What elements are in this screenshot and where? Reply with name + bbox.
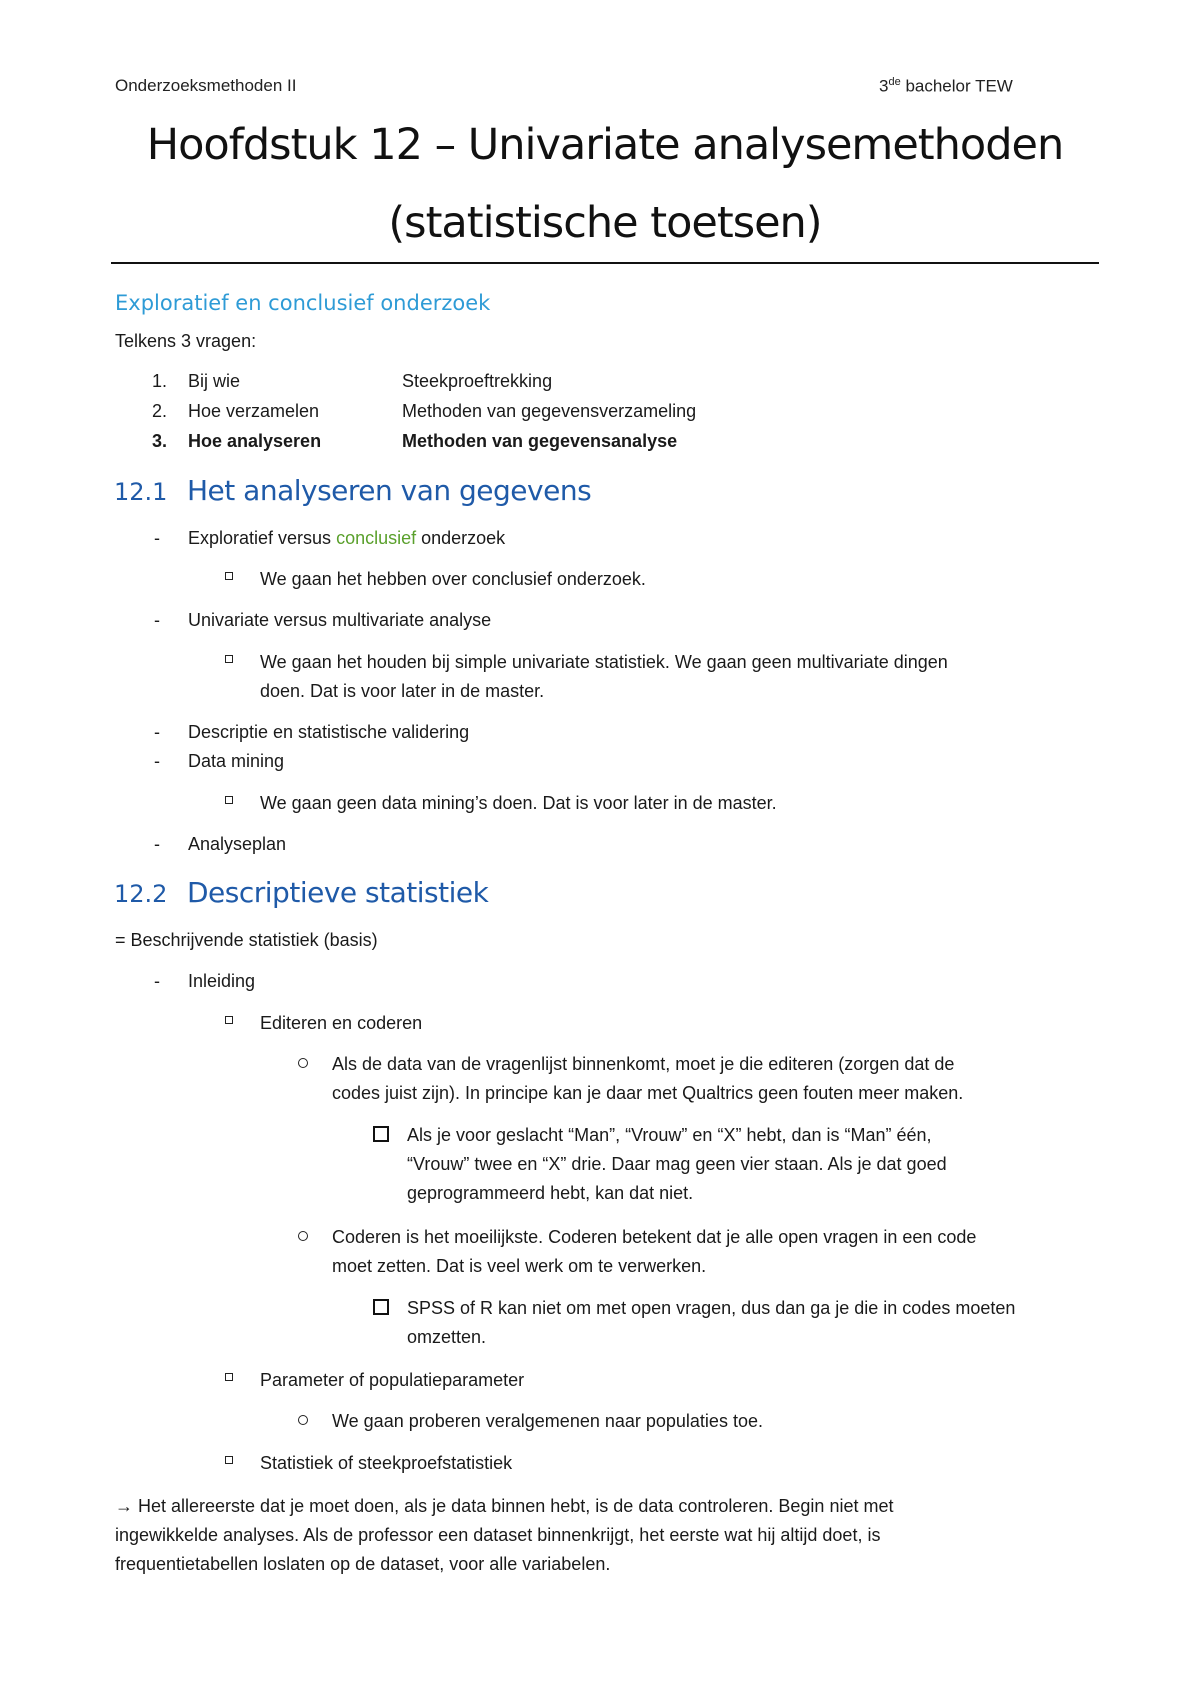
s1-item-2-sub-line2: doen. Dat is voor later in de master. bbox=[260, 681, 545, 701]
dash-bullet: - bbox=[154, 722, 160, 742]
s2-parameter: Parameter of populatieparameter bbox=[260, 1370, 525, 1390]
list-num-3: 3. bbox=[152, 431, 168, 451]
dash-bullet: - bbox=[154, 971, 160, 991]
s2-o1-line2: codes juist zijn). In principe kan je daar met Qualtrics geen fouten meer maken. bbox=[332, 1083, 964, 1103]
s1-item-1-c: onderzoek bbox=[416, 528, 506, 548]
s1-item-1-a: Exploratief versus bbox=[188, 528, 337, 548]
s1-item-5: Analyseplan bbox=[188, 834, 287, 854]
circle-bullet-icon bbox=[298, 1231, 308, 1241]
header-course: Onderzoeksmethoden II bbox=[115, 76, 297, 95]
s2-o2-line1: Coderen is het moeilijkste. Coderen betekent dat je alle open vragen in een code bbox=[332, 1227, 977, 1247]
section-12-2-number: 12.2 bbox=[114, 880, 168, 908]
dash-bullet: - bbox=[154, 610, 160, 630]
dash-bullet: - bbox=[154, 751, 160, 771]
s2-statistiek: Statistiek of steekproefstatistiek bbox=[260, 1453, 513, 1473]
square-bullet-icon bbox=[225, 655, 233, 663]
s1-item-1-sub: We gaan het hebben over conclusief onderzoek. bbox=[260, 569, 646, 589]
closing-line3: frequentietabellen loslaten op de dataset, voor alle variabelen. bbox=[115, 1554, 611, 1574]
s2-inleiding: Inleiding bbox=[188, 971, 256, 991]
s2-cb2-line1: SPSS of R kan niet om met open vragen, dus dan ga je die in codes moeten bbox=[407, 1298, 1016, 1318]
square-bullet-icon bbox=[225, 572, 233, 580]
s2-o1-line1: Als de data van de vragenlijst binnenkomt, moet je die editeren (zorgen dat de bbox=[332, 1054, 955, 1074]
s2-lead: = Beschrijvende statistiek (basis) bbox=[115, 930, 378, 950]
s1-item-2: Univariate versus multivariate analyse bbox=[188, 610, 492, 630]
list-label-3: Hoe analyseren bbox=[188, 431, 322, 451]
circle-bullet-icon bbox=[298, 1415, 308, 1425]
square-bullet-icon bbox=[225, 1373, 233, 1381]
s1-item-3: Descriptie en statistische validering bbox=[188, 722, 470, 742]
checkbox-bullet-icon bbox=[373, 1126, 389, 1142]
list-label-1: Bij wie bbox=[188, 371, 241, 391]
list-label-2: Hoe verzamelen bbox=[188, 401, 320, 421]
circle-bullet-icon bbox=[298, 1058, 308, 1068]
s2-o2-line2: moet zetten. Dat is veel werk om te verwerken. bbox=[332, 1256, 707, 1276]
s1-item-2-sub-line1: We gaan het houden bij simple univariate statistiek. We gaan geen multivariate dingen bbox=[260, 652, 948, 672]
s2-cb1-line3: geprogrammeerd hebt, kan dat niet. bbox=[407, 1183, 694, 1203]
s1-item-1-highlight: conclusief bbox=[336, 528, 417, 548]
closing-line2: ingewikkelde analyses. Als de professor een dataset binnenkrijgt, het eerste wat hij altijd doet, is bbox=[115, 1525, 881, 1545]
header-year-suffix: de bbox=[888, 76, 901, 88]
s1-item-4: Data mining bbox=[188, 751, 285, 771]
list-desc-3: Methoden van gegevensanalyse bbox=[402, 431, 678, 451]
intro-heading: Exploratief en conclusief onderzoek bbox=[115, 291, 491, 315]
header-program-label: bachelor TEW bbox=[900, 76, 1013, 96]
square-bullet-icon bbox=[225, 796, 233, 804]
square-bullet-icon bbox=[225, 1456, 233, 1464]
s2-cb1-line2: “Vrouw” twee en “X” drie. Daar mag geen vier staan. Als je dat goed bbox=[407, 1154, 947, 1174]
s1-item-1 bbox=[188, 524, 505, 553]
square-bullet-icon bbox=[225, 1016, 233, 1024]
checkbox-bullet-icon bbox=[373, 1299, 389, 1315]
list-desc-2: Methoden van gegevensverzameling bbox=[402, 401, 697, 421]
section-12-1-number: 12.1 bbox=[114, 478, 168, 506]
s2-cb1-line1: Als je voor geslacht “Man”, “Vrouw” en “X” hebt, dan is “Man” één, bbox=[407, 1125, 932, 1145]
section-12-1-title: Het analyseren van gegevens bbox=[187, 474, 592, 507]
title-divider bbox=[111, 262, 1099, 264]
list-num-1: 1. bbox=[152, 371, 168, 391]
s2-editeren: Editeren en coderen bbox=[260, 1013, 423, 1033]
list-desc-1: Steekproeftrekking bbox=[402, 371, 553, 391]
list-num-2: 2. bbox=[152, 401, 168, 421]
closing-line1: → Het allereerste dat je moet doen, als je data binnen hebt, is de data controleren. Begin niet met bbox=[115, 1496, 894, 1516]
header-program bbox=[879, 76, 1013, 97]
section-12-2-title: Descriptieve statistiek bbox=[187, 876, 489, 909]
page-title-line2: (statistische toetsen) bbox=[388, 198, 822, 248]
dash-bullet: - bbox=[154, 834, 160, 854]
page-title-line1: Hoofdstuk 12 – Univariate analysemethoden bbox=[146, 120, 1064, 170]
s2-cb2-line2: omzetten. bbox=[407, 1327, 487, 1347]
dash-bullet: - bbox=[154, 528, 160, 548]
intro-lead: Telkens 3 vragen: bbox=[115, 331, 257, 351]
header-year: 3 bbox=[879, 76, 889, 96]
s2-parameter-sub: We gaan proberen veralgemenen naar populaties toe. bbox=[332, 1411, 763, 1431]
s1-item-4-sub: We gaan geen data mining’s doen. Dat is voor later in de master. bbox=[260, 793, 777, 813]
